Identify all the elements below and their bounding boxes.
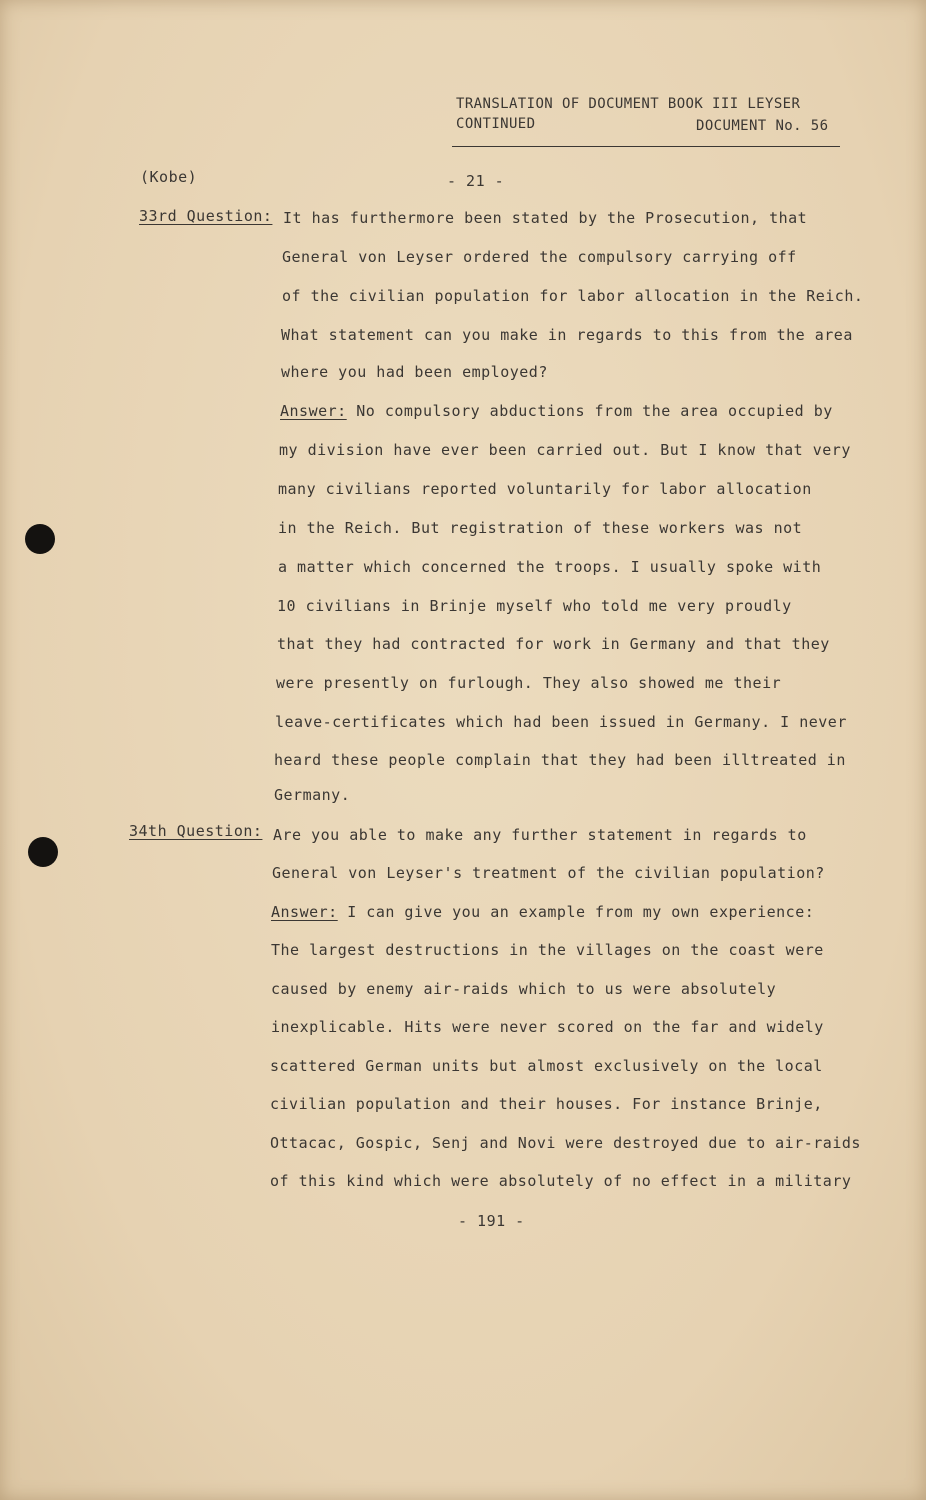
answer-34-first-line xyxy=(271,903,814,921)
question-34-label: 34th Question: xyxy=(129,822,263,840)
header-continued: CONTINUED xyxy=(456,116,536,132)
answer-34-line: of this kind which were absolutely of no effect in a military xyxy=(270,1172,852,1190)
punch-hole-bottom xyxy=(28,837,58,867)
answer-34-line: civilian population and their houses. For instance Brinje, xyxy=(270,1095,823,1113)
question-33-line: General von Leyser ordered the compulsory carrying off xyxy=(282,248,797,266)
answer-33-line: many civilians reported voluntarily for labor allocation xyxy=(278,480,812,498)
witness-name: (Kobe) xyxy=(140,168,198,186)
answer-33-line: in the Reich. But registration of these workers was not xyxy=(278,519,803,537)
header-document-number: DOCUMENT No. 56 xyxy=(696,118,829,134)
answer-33-line: Germany. xyxy=(274,786,351,804)
answer-33-text: No compulsory abductions from the area occupied by xyxy=(356,402,833,420)
answer-34-text: I can give you an example from my own experience: xyxy=(347,903,815,921)
answer-33-line: were presently on furlough. They also showed me their xyxy=(276,674,782,692)
answer-34-line: caused by enemy air-raids which to us were absolutely xyxy=(271,980,777,998)
question-33-line: What statement can you make in regards to this from the area xyxy=(281,326,853,344)
punch-hole-top xyxy=(25,524,55,554)
question-34-line: General von Leyser's treatment of the civilian population? xyxy=(272,864,825,882)
answer-34-line: The largest destructions in the villages on the coast were xyxy=(271,941,824,959)
answer-34-line: inexplicable. Hits were never scored on the far and widely xyxy=(271,1018,824,1036)
question-33-line: of the civilian population for labor allocation in the Reich. xyxy=(282,287,864,305)
answer-33-label: Answer: xyxy=(280,402,347,420)
answer-33-line: heard these people complain that they had been illtreated in xyxy=(274,751,846,769)
question-33-line: It has furthermore been stated by the Prosecution, that xyxy=(283,209,808,227)
page-number-bottom: - 191 - xyxy=(458,1212,525,1230)
question-33-line: where you had been employed? xyxy=(281,363,548,381)
header-rule xyxy=(452,146,840,147)
answer-33-first-line xyxy=(280,402,833,420)
answer-33-line: leave-certificates which had been issued in Germany. I never xyxy=(275,713,847,731)
answer-33-line: 10 civilians in Brinje myself who told me very proudly xyxy=(277,597,792,615)
question-34-line: Are you able to make any further statement in regards to xyxy=(273,826,807,844)
answer-34-label: Answer: xyxy=(271,903,338,921)
answer-33-line: a matter which concerned the troops. I usually spoke with xyxy=(278,558,822,576)
answer-34-line: Ottacac, Gospic, Senj and Novi were destroyed due to air-raids xyxy=(270,1134,861,1152)
question-33-label: 33rd Question: xyxy=(139,207,273,225)
answer-34-line: scattered German units but almost exclusively on the local xyxy=(270,1057,823,1075)
page-number-top: - 21 - xyxy=(447,172,505,190)
answer-33-line: that they had contracted for work in Germany and that they xyxy=(277,635,830,653)
answer-33-line: my division have ever been carried out. But I know that very xyxy=(279,441,851,459)
header-title: TRANSLATION OF DOCUMENT BOOK III LEYSER xyxy=(456,96,801,112)
